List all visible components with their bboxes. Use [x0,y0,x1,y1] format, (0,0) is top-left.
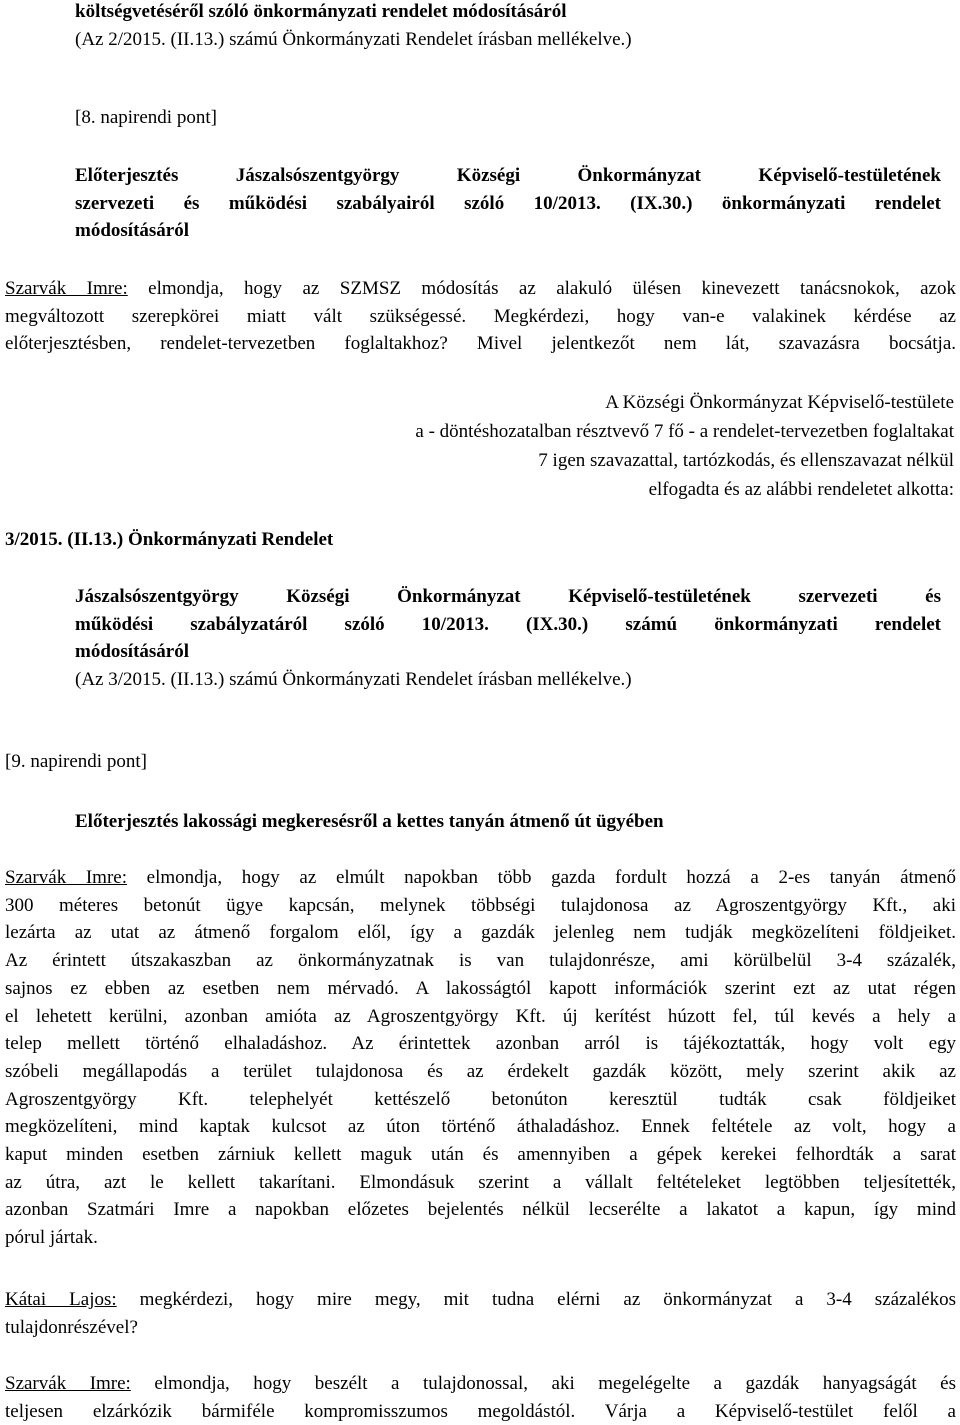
speaker-name: Kátai Lajos: [5,1289,117,1310]
decision-block: A Községi Önkormányzat Képviselő-testülete a - döntéshozatalban résztvevő 7 fő - a rendelet-tervezetben foglaltakat 7 igen szavazattal, tartózkodás, és ellenszavazat nélkül elfogadta és az alábbi rendeletet alkotta: [415,392,954,500]
agenda-item-9-speech-2: Kátai Lajos: megkérdezi, hogy mire megy, mit tudna elérni az önkormányzat a 3-4 százalékos tulajdonrészével? [5,1289,956,1338]
agenda-item-9-heading: [9. napirendi pont] [5,751,147,772]
agenda-item-8-speech: Szarvák Imre: elmondja, hogy az SZMSZ módosítás az alakuló ülésen kinevezett tanácsnokok, azok megváltozott szerepkörei miatt vált szükségessé. Megkérdezi, hogy van-e valakinek kérdése az előterjesztésben, rendelet-tervezetben foglaltakhoz? Mivel jelentkezőt nem lát, szavazásra bocsátja. [5,278,956,355]
speaker-name: Szarvák Imre: [5,278,128,299]
regulation-number: 3/2015. (II.13.) Önkormányzati Rendelet [5,529,334,550]
agenda-item-8-title: Előterjesztés Jászalsószentgyörgy Községi Önkormányzat Képviselő-testületének szervezeti és működési szabályairól szóló 10/2013. (IX.30.) önkormányzati rendelet módosításáról [75,165,941,242]
agenda-item-9-speech-1: Szarvák Imre: elmondja, hogy az elmúlt napokban több gazda fordult hozzá a 2-es tanyán átmenő 300 méteres betonút ügye kapcsán, melynek többségi tulajdonosa az Agroszentgyörgy Kft., aki lezárta az utat az átmenő forgalom elől, így a gazdák jelenleg nem tudják megközelíteni földjeiket. Az érintett útszakaszban az önkormányzatnak is van tulajdonrésze, ami körülbelül 3-4 százalék, sajnos ez ebben az esetben nem mérvadó. A lakosságtól kapott információk szerint ezt az utat régen el lehetett kerülni, azonban amióta az Agroszentgyörgy Kft. új kerítést húzott fel, túl kevés a hely a telep mellett történő elhaladáshoz. Az érintettek azonban arról is tájékoztatták, hogy volt egy szóbeli megállapodás a terület tulajdonosa és az érdekelt gazdák között, mely szerint akik az Agroszentgyörgy Kft. telephelyét kettészelő betonúton keresztül tudták csak földjeiket megközelíteni, mind kaptak kulcsot az úton történő áthaladáshoz. Ennek feltétele az volt, hogy a kaput minden esetben zárniuk kellett maguk után és amennyiben a gépek kerekei felhordták a sarat az útra, azt le kellett takarítani. Elmondásuk szerint a vállalt feltételeket legtöbben teljesítették, azonban Szatmári Imre a napokban előzetes bejelentés nélkül lecserélte a lakatot a kapun, így mind pórul jártak. [5,867,956,1249]
regulation-title: Jászalsószentgyörgy Községi Önkormányzat Képviselő-testületének szervezeti és működési szabályzatáról szóló 10/2013. (IX.30.) számú önkormányzati rendelet módosításáról (Az 3/2015. (II.13.) számú Önkormányzati Rendelet írásban mellékelve.) [75,583,941,694]
agenda-item-9-speech-3: Szarvák Imre: elmondja, hogy beszélt a tulajdonossal, aki megelégelte a gazdák hanyagságát és teljesen elzárkózik bármiféle kompromisszumos megoldástól. Várja a Képviselő-testület felől a [5,1373,956,1422]
agenda-item-8-heading: [8. napirendi pont] [75,107,217,128]
agenda-item-9-title: Előterjesztés lakossági megkeresésről a kettes tanyán átmenő út ügyében [75,811,664,832]
speaker-name: Szarvák Imre: [5,1373,131,1394]
previous-attachment-note: (Az 2/2015. (II.13.) számú Önkormányzati Rendelet írásban mellékelve.) [75,28,632,50]
previous-item-tail [75,0,941,53]
speaker-name: Szarvák Imre: [5,867,127,888]
previous-item-title: költségvetéséről szóló önkormányzati rendelet módosításáról [75,1,567,22]
regulation-attachment-note: (Az 3/2015. (II.13.) számú Önkormányzati Rendelet írásban mellékelve.) [75,669,632,691]
